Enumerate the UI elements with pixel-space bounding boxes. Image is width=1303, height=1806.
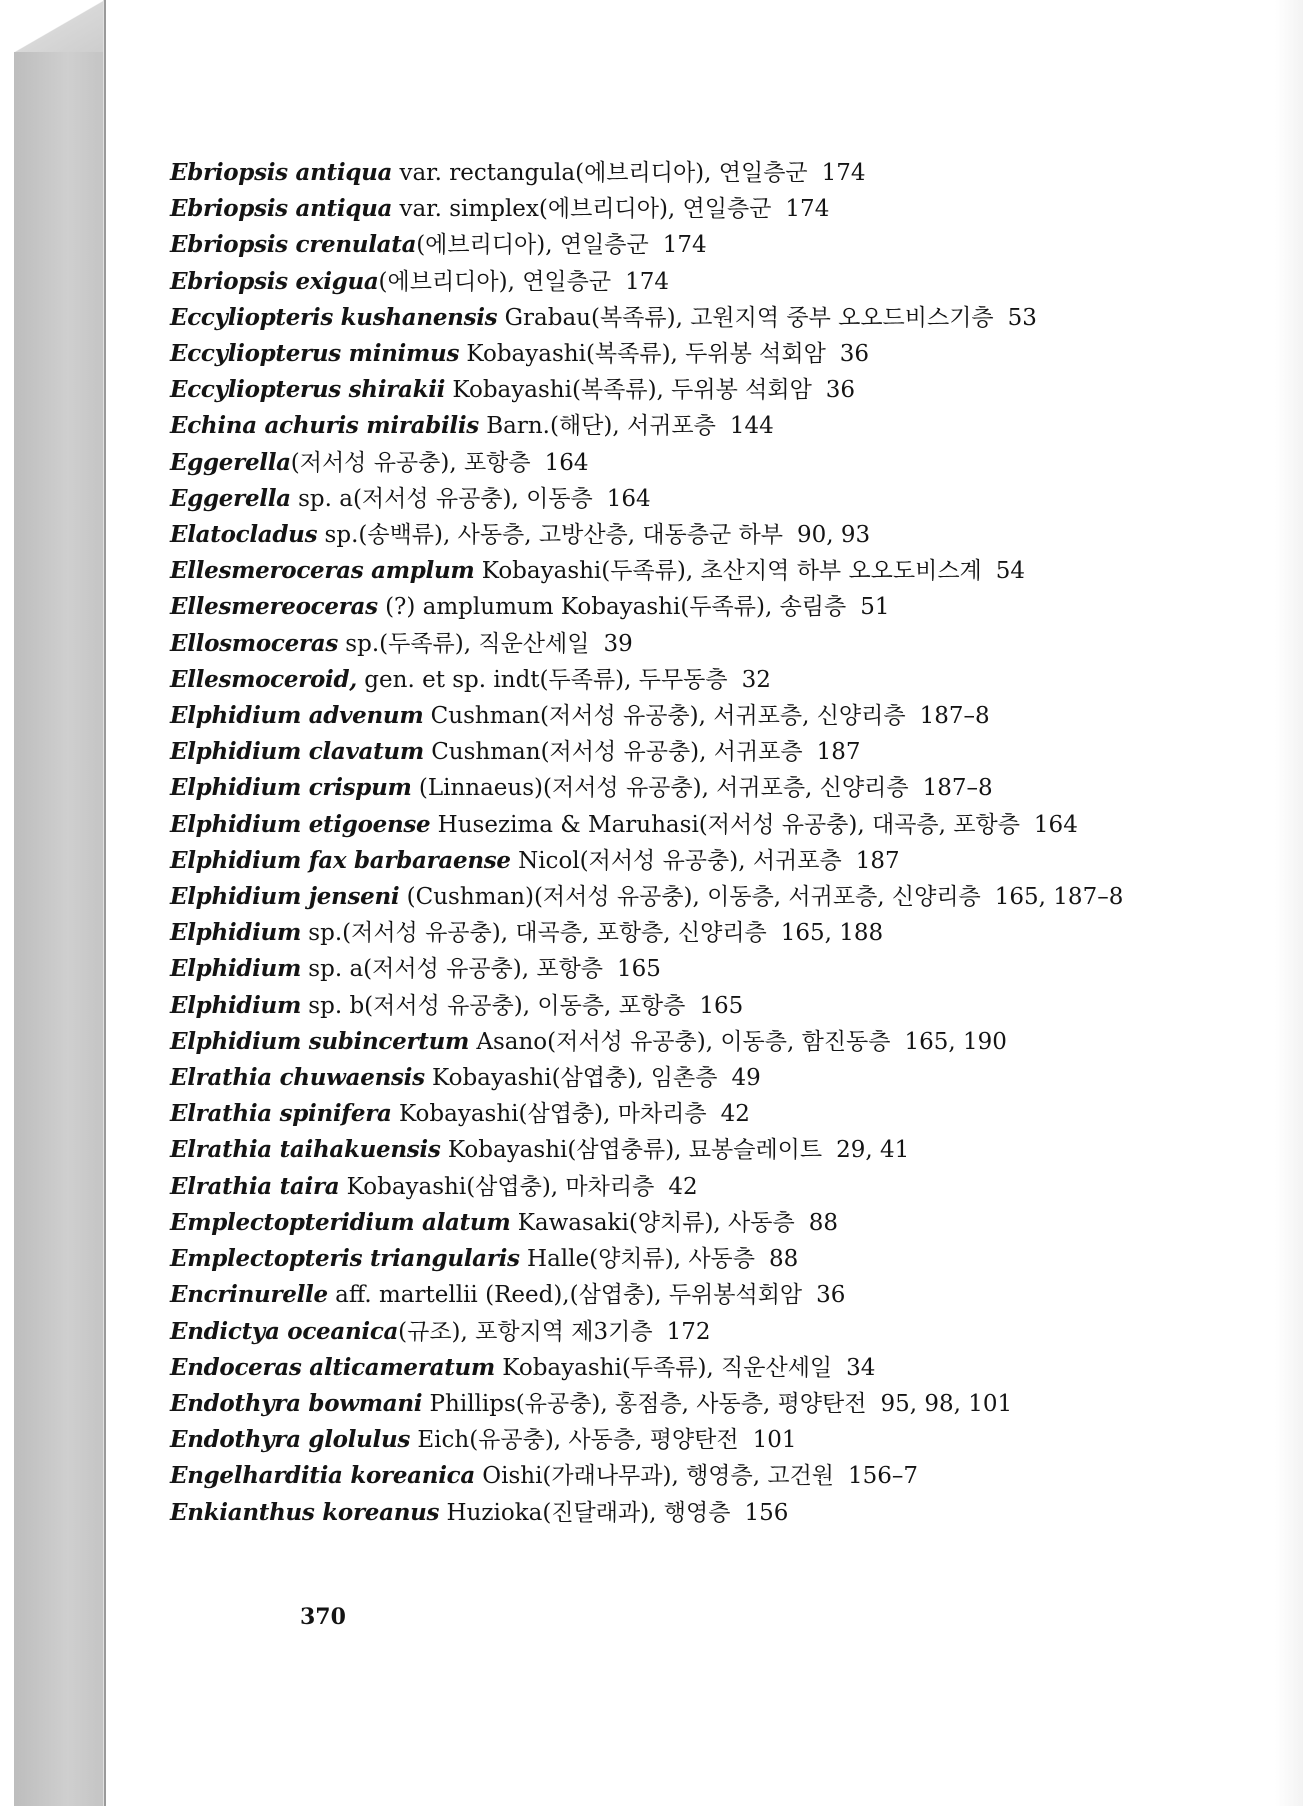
index-entry [170, 915, 1180, 951]
scientific-name: Eggerella [170, 484, 291, 512]
scientific-name: Emplectopteris triangularis [170, 1245, 520, 1273]
index-entry [170, 372, 1180, 408]
scientific-name: Elphidium [170, 919, 301, 947]
scientific-name: Elphidium clavatum [170, 738, 424, 766]
entry-description: (규조), 포항지역 제3기층 [398, 1318, 653, 1345]
page-references: 36 [839, 341, 870, 368]
scientific-name: Ebriopsis crenulata [170, 231, 417, 259]
scientific-name: Elphidium [170, 991, 301, 1019]
page-references: 144 [729, 413, 774, 440]
entry-description: Halle(양치류), 사동층 [519, 1246, 755, 1273]
index-entry [170, 1060, 1180, 1096]
page-references: 165, 188 [780, 920, 884, 947]
page-references: 164 [1033, 811, 1078, 838]
page-references: 88 [768, 1246, 799, 1273]
page-references: 90, 93 [797, 522, 871, 549]
scientific-name: Eccyliopterus shirakii [170, 376, 446, 404]
page-references: 39 [603, 630, 633, 657]
index-entry [170, 626, 1180, 662]
page-references: 164 [544, 449, 589, 476]
page-references: 32 [741, 666, 771, 693]
scientific-name: Ebriopsis antiqua [170, 159, 393, 186]
page-references: 187–8 [922, 775, 993, 802]
entry-description: Kobayashi(삼엽충), 마차리층 [391, 1101, 707, 1128]
scientific-name: Engelharditia koreanica [170, 1462, 475, 1490]
scientific-name: Eggerella [170, 448, 291, 476]
entry-description: Kobayashi(복족류), 두위봉 석회암 [445, 377, 812, 404]
index-entry [170, 988, 1180, 1024]
scientific-name: Ebriopsis exigua [170, 267, 379, 295]
entry-description: (?) amplumum Kobayashi(두족류), 송림층 [377, 594, 847, 621]
index-entry [170, 698, 1180, 734]
entry-description: Kobayashi(삼엽충), 임촌층 [424, 1065, 718, 1092]
page-references: 156–7 [848, 1463, 919, 1490]
scientific-name: Elphidium crispum [170, 774, 412, 802]
scientific-name: Elphidium etigoense [170, 810, 431, 838]
index-entry [170, 1277, 1180, 1313]
index-entry [170, 843, 1180, 879]
index-entry [170, 1169, 1180, 1205]
index-entry [170, 1241, 1180, 1277]
entry-description: gen. et sp. indt(두족류), 두무동층 [357, 666, 728, 693]
page-references: 88 [808, 1209, 838, 1236]
index-entry [170, 300, 1180, 336]
index-entry [170, 1495, 1180, 1531]
page-references: 174 [662, 232, 707, 259]
page-references: 36 [825, 377, 856, 404]
entry-description: Kobayashi(삼엽충), 마차리층 [339, 1173, 655, 1200]
index-entry [170, 1096, 1180, 1132]
entry-description: Husezima & Maruhasi(저서성 유공충), 대곡층, 포항층 [430, 811, 1020, 838]
page-references: 174 [821, 160, 866, 186]
entry-description: Kobayashi(두족류), 직운산세일 [494, 1354, 833, 1381]
index-entry [170, 1422, 1180, 1458]
scientific-name: Eccyliopterus minimus [170, 340, 460, 368]
page-references: 95, 98, 101 [880, 1390, 1013, 1417]
page-references: 51 [860, 594, 890, 621]
entry-description: Huzioka(진달래과), 행영층 [439, 1499, 731, 1526]
entry-description: sp. b(저서성 유공충), 이동층, 포항층 [301, 992, 686, 1019]
index-entry [170, 191, 1180, 227]
page-references: 36 [816, 1282, 846, 1309]
entry-description: Cushman(저서성 유공충), 서귀포층 [423, 739, 803, 766]
page-references: 187 [855, 847, 900, 874]
page-references: 172 [666, 1318, 711, 1345]
entry-description: Nicol(저서성 유공충), 서귀포층 [510, 847, 842, 874]
scientific-name: Ellesmeroceras amplum [170, 557, 475, 585]
scientific-name: Elphidium [170, 955, 301, 983]
scientific-name: Endoceras alticameratum [170, 1353, 495, 1381]
entry-description: sp.(저서성 유공충), 대곡층, 포항층, 신양리층 [301, 920, 767, 947]
page-references: 174 [785, 196, 830, 223]
entry-description: var. rectangula(에브리디아), 연일층군 [392, 160, 808, 186]
entry-description: Eich(유공충), 사동층, 평양탄전 [410, 1427, 739, 1454]
entry-description: Grabau(복족류), 고원지역 중부 오오드비스기층 [497, 304, 994, 331]
page-references: 174 [625, 268, 669, 295]
scientific-name: Echina achuris mirabilis [170, 412, 479, 440]
entry-description: Barn.(해단), 서귀포층 [478, 413, 716, 440]
index-entry [170, 481, 1180, 517]
page-references: 187 [816, 739, 861, 766]
index-entry [170, 445, 1180, 481]
entry-description: var. simplex(에브리디아), 연일층군 [392, 196, 772, 223]
page-references: 164 [606, 485, 651, 512]
scientific-name: Endothyra glolulus [170, 1426, 411, 1454]
scientific-name: Elrathia taihakuensis [170, 1136, 441, 1164]
entry-description: Oishi(가래나무과), 행영층, 고건원 [474, 1463, 835, 1490]
entry-description: (에브리디아), 연일층군 [378, 268, 612, 295]
index-entry [170, 879, 1180, 915]
index-entry [170, 589, 1180, 625]
index-entry [170, 227, 1180, 263]
entry-description: (Cushman)(저서성 유공충), 이동층, 서귀포층, 신양리층 [399, 884, 981, 911]
entry-description: (Linnaeus)(저서성 유공충), 서귀포층, 신양리층 [411, 775, 909, 802]
page-references: 101 [752, 1427, 797, 1454]
scientific-name: Elrathia spinifera [170, 1100, 392, 1128]
index-entry-list [170, 155, 1180, 1531]
scientific-name: Endictya oceanica [170, 1317, 399, 1345]
scientific-name: Emplectopteridium alatum [170, 1208, 511, 1236]
page-references: 165 [617, 956, 661, 983]
page-references: 42 [668, 1173, 698, 1200]
scientific-name: Ellesmereoceras [170, 593, 378, 621]
scientific-name: Endothyra bowmani [170, 1389, 423, 1417]
page-references: 165 [699, 992, 744, 1019]
scientific-name: Ebriopsis antiqua [170, 195, 393, 223]
index-entry [170, 264, 1180, 300]
page-references: 165, 187–8 [994, 884, 1124, 911]
page-references: 187–8 [919, 703, 990, 730]
page-number: 370 [300, 1604, 346, 1630]
entry-description: Kobayashi(두족류), 초산지역 하부 오오도비스계 [474, 558, 982, 585]
index-entry [170, 155, 1180, 191]
scientific-name: Elphidium fax barbaraense [170, 846, 511, 874]
index-entry [170, 1024, 1180, 1060]
index-entry [170, 1386, 1180, 1422]
page-references: 34 [846, 1354, 876, 1381]
entry-description: sp. a(저서성 유공충), 이동층 [290, 485, 593, 512]
scientific-name: Elatocladus [170, 521, 318, 549]
page-references: 165, 190 [904, 1028, 1007, 1055]
scientific-name: Elrathia chuwaensis [170, 1064, 425, 1092]
index-entry [170, 336, 1180, 372]
page-references: 54 [995, 558, 1026, 585]
index-entry [170, 770, 1180, 806]
entry-description: Kobayashi(복족류), 두위봉 석회암 [459, 341, 826, 368]
page-edge [1275, 0, 1303, 1806]
scientific-name: Elrathia taira [170, 1172, 340, 1200]
page-references: 49 [731, 1065, 761, 1092]
page-references: 42 [720, 1101, 750, 1128]
index-entry [170, 1205, 1180, 1241]
scientific-name: Encrinurelle [170, 1281, 328, 1309]
scientific-name: Elphidium advenum [170, 702, 424, 730]
index-entry [170, 807, 1180, 843]
entry-description: Kawasaki(양치류), 사동층 [510, 1209, 795, 1236]
entry-description: aff. martellii (Reed),(삼엽충), 두위봉석회암 [327, 1282, 803, 1309]
entry-description: sp.(송백류), 사동층, 고방산층, 대동층군 하부 [317, 522, 783, 549]
entry-description: sp.(두족류), 직운산세일 [337, 630, 590, 657]
scientific-name: Eccyliopteris kushanensis [170, 303, 498, 331]
index-entry [170, 1350, 1180, 1386]
scientific-name: Elphidium subincertum [170, 1027, 470, 1055]
entry-description: (에브리디아), 연일층군 [416, 232, 649, 259]
scientific-name: Elphidium jenseni [170, 883, 400, 911]
index-entry [170, 553, 1180, 589]
page-references: 29, 41 [836, 1137, 910, 1164]
entry-description: Kobayashi(삼엽충류), 묘봉슬레이트 [440, 1137, 823, 1164]
index-entry [170, 951, 1180, 987]
page-references: 53 [1007, 304, 1037, 331]
entry-description: Cushman(저서성 유공충), 서귀포층, 신양리층 [423, 703, 906, 730]
page-references: 156 [744, 1499, 789, 1526]
index-entry [170, 662, 1180, 698]
index-entry [170, 1314, 1180, 1350]
book-spine-top [14, 0, 104, 52]
index-entry [170, 734, 1180, 770]
entry-description: sp. a(저서성 유공충), 포항층 [301, 956, 604, 983]
entry-description: Asano(저서성 유공충), 이동층, 함진동층 [469, 1028, 891, 1055]
entry-description: Phillips(유공충), 홍점층, 사동층, 평양탄전 [422, 1390, 867, 1417]
index-entry [170, 1132, 1180, 1168]
scientific-name: Ellosmoceras [170, 629, 338, 657]
entry-description: (저서성 유공충), 포항층 [290, 449, 531, 476]
book-spine [14, 52, 104, 1806]
index-entry [170, 1458, 1180, 1494]
index-entry [170, 408, 1180, 444]
scientific-name: Enkianthus koreanus [170, 1498, 440, 1526]
index-entry [170, 517, 1180, 553]
scientific-name: Ellesmoceroid, [170, 665, 357, 693]
